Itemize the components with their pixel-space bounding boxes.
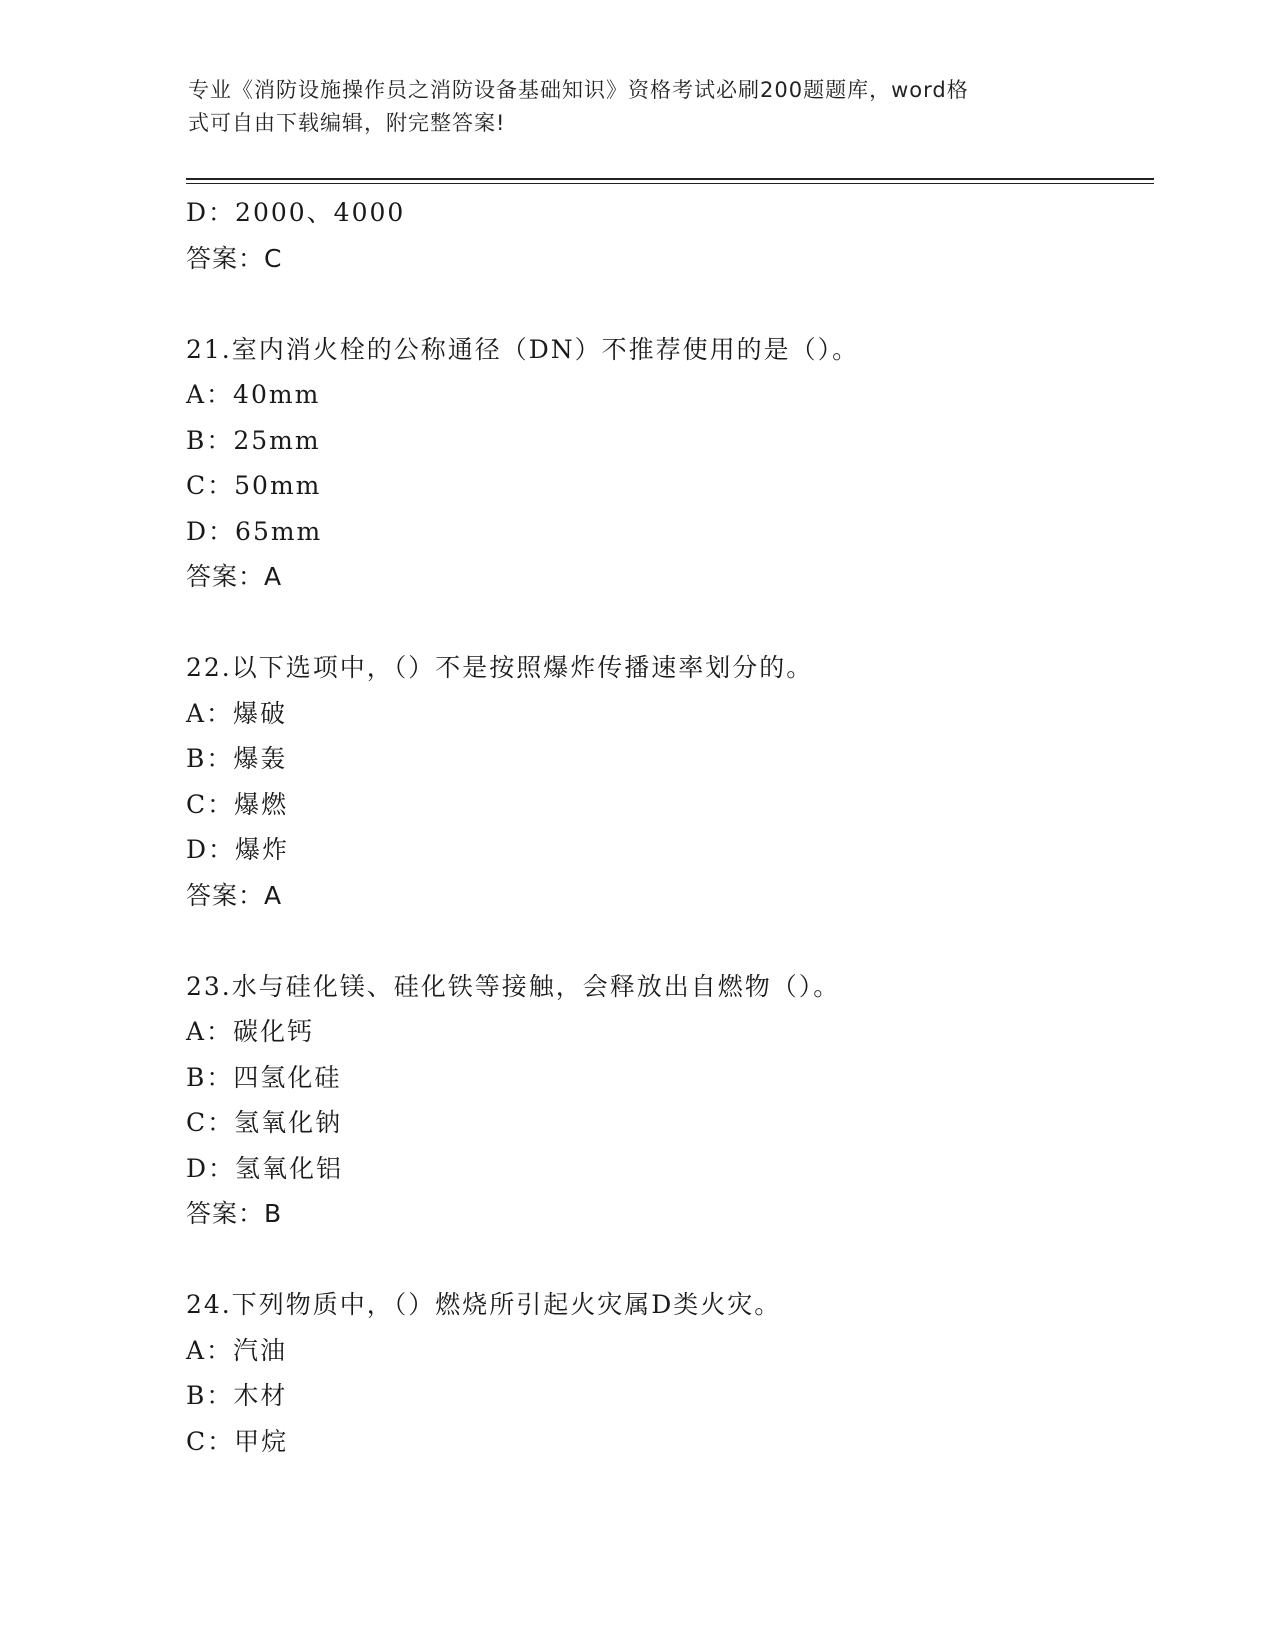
answer-line: 答案：A [186,562,283,591]
question-stem: 22.以下选项中，（）不是按照爆炸传播速率划分的。 [186,653,814,682]
option-c: C：甲烷 [186,1426,289,1456]
question-22 [186,645,1154,918]
header-line-2: 式可自由下载编辑，附完整答案! [188,111,506,135]
answer-line: 答案：A [186,880,283,910]
header-divider-thin [186,183,1154,184]
document-header [188,74,1068,140]
question-21 [186,327,1154,600]
option-b: B：四氢化硅 [186,1062,342,1092]
question-stem: 24.下列物质中，（）燃烧所引起火灾属D类火灾。 [186,1290,782,1319]
option-c: C：50mm [186,471,322,500]
option-a: A：爆破 [186,698,288,728]
option-a: A：汽油 [186,1335,288,1365]
option-a: A：碳化钙 [186,1017,315,1046]
question-list [186,190,1154,1464]
option-a: A：40mm [186,380,321,409]
option-c: C：氢氧化钠 [186,1108,343,1137]
question-23 [186,964,1154,1237]
option-d: D：爆炸 [186,835,290,864]
option-d: D：氢氧化铝 [186,1153,344,1183]
option-c: C：爆燃 [186,789,289,819]
question-stem: 23.水与硅化镁、硅化铁等接触，会释放出自燃物（）。 [186,971,841,1001]
question-24 [186,1282,1154,1464]
option-d: D：65mm [186,516,323,546]
question-stem: 21.室内消火栓的公称通径（DN）不推荐使用的是（）。 [186,334,860,364]
header-divider-thick [186,178,1154,180]
answer-line: 答案：C [186,243,283,273]
header-line-1: 专业《消防设施操作员之消防设备基础知识》资格考试必刷200题题库，word格 [188,78,969,102]
answer-line: 答案：B [186,1199,283,1228]
option-b: B：木材 [186,1381,288,1410]
option-b: B：25mm [186,425,321,455]
option-d: D：2000、4000 [186,198,406,227]
option-b: B：爆轰 [186,744,288,773]
